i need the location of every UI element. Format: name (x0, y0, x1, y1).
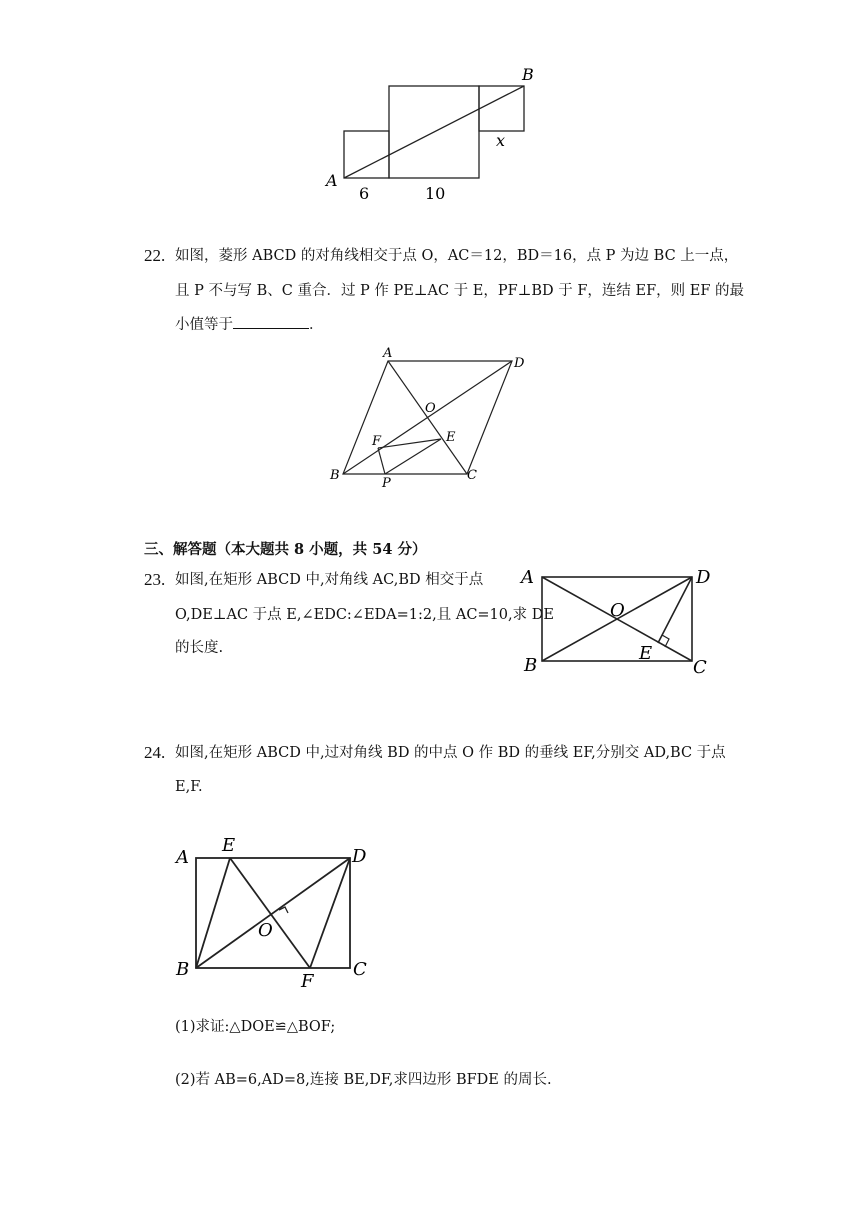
label-b: B (176, 959, 190, 980)
label-d: D (514, 356, 525, 371)
label-e: E (446, 430, 456, 445)
label-c: C (353, 959, 367, 980)
label-d: D (696, 567, 711, 588)
label-a: A (521, 567, 534, 588)
label-6: 6 (359, 184, 370, 203)
question-text-line-1: 如图，菱形 ABCD 的对角线相交于点 O，AC＝12，BD＝16，点 P 为边 BC 上一点， (175, 248, 739, 264)
question-text-line-3 (175, 314, 324, 335)
question-text-line-3: 的长度. (175, 640, 224, 656)
figure-q22-rhombus (0, 340, 860, 500)
label-o: O (258, 920, 273, 941)
label-d: D (352, 846, 367, 867)
label-x: x (496, 131, 506, 150)
section-heading: 三、解答题（本大题共 8 小题，共 54 分） (144, 541, 427, 558)
question-text-line-1: 如图,在矩形 ABCD 中,过对角线 BD 的中点 O 作 BD 的垂线 EF,分别交 AD,BC 于点 (175, 745, 726, 761)
label-c: C (693, 657, 707, 678)
right-square (479, 86, 524, 131)
question-text-prefix: 小值等于 (175, 317, 233, 333)
question-24-part-1: (1)求证:△DOE≌△BOF; (175, 1019, 336, 1035)
segment-ef (378, 439, 441, 448)
label-e: E (639, 643, 653, 664)
question-number: 24. (144, 743, 166, 762)
label-e: E (222, 835, 236, 856)
question-text-line-2: E,F. (175, 779, 203, 795)
diagonal-bd (343, 361, 512, 474)
small-square (344, 131, 389, 178)
label-b: B (330, 468, 340, 483)
question-text-line-1: 如图,在矩形 ABCD 中,对角线 AC,BD 相交于点 (175, 572, 484, 588)
label-f: F (301, 971, 314, 992)
question-text-suffix: ． (309, 317, 324, 333)
label-p: P (382, 476, 391, 491)
label-a: A (383, 346, 393, 361)
figure-q24-rectangle (0, 830, 860, 990)
figure-q21-squares (0, 0, 860, 210)
question-24-part-2: (2)若 AB=6,AD=8,连接 BE,DF,求四边形 BFDE 的周长. (175, 1072, 552, 1088)
question-text-line-2: 且 P 不与写 B、C 重合．过 P 作 PE⊥AC 于 E，PF⊥BD 于 F，连结 EF，则 EF 的最 (175, 283, 745, 299)
figure-q23-rectangle (0, 560, 860, 690)
question-number: 23. (144, 570, 166, 589)
label-a: A (326, 171, 338, 190)
answer-blank[interactable] (233, 314, 309, 329)
question-text-line-2: O,DE⊥AC 于点 E,∠EDC:∠EDA=1:2,且 AC=10,求 DE (175, 607, 554, 623)
label-b: B (522, 65, 534, 84)
segment-pe (385, 439, 441, 474)
label-f: F (372, 434, 382, 449)
label-o: O (425, 401, 436, 416)
segment-pf (378, 448, 385, 474)
segment-df (310, 858, 350, 968)
diagonal-bd (196, 858, 350, 968)
label-a: A (176, 847, 189, 868)
question-number: 22. (144, 246, 166, 265)
label-b: B (524, 655, 538, 676)
label-o: O (610, 600, 625, 621)
label-10: 10 (425, 184, 446, 203)
label-c: C (467, 468, 477, 483)
segment-be (196, 858, 230, 968)
segment-ef (230, 858, 310, 968)
